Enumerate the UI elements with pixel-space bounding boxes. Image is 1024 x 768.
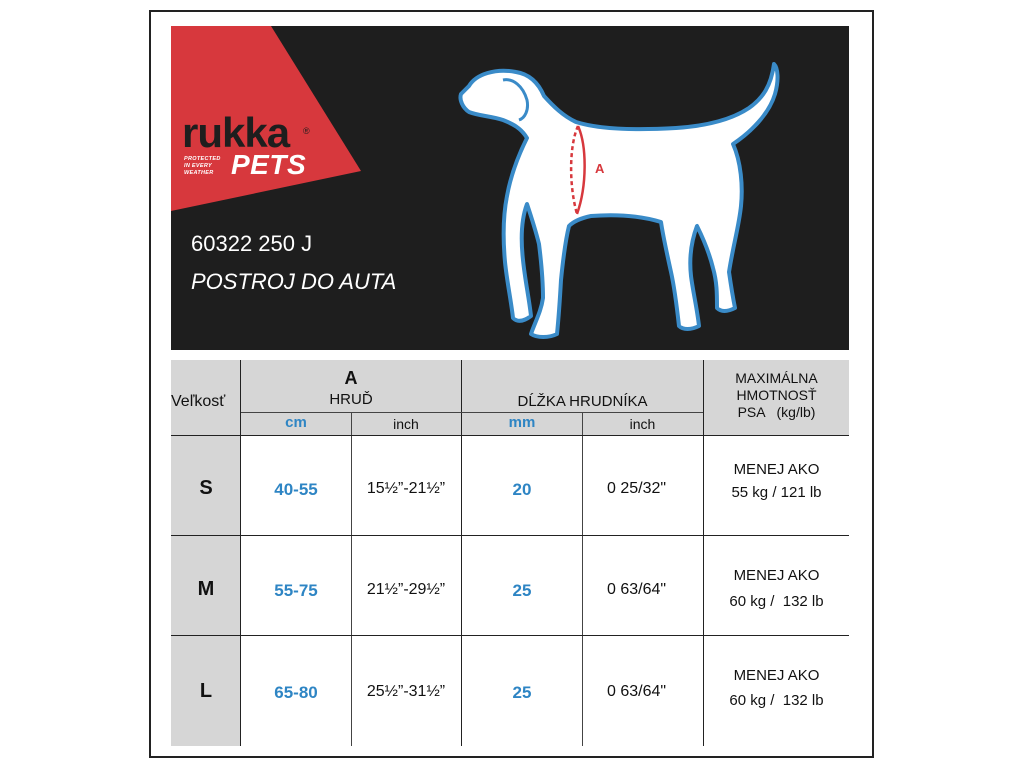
- weight-label: MENEJ AKO: [733, 461, 820, 478]
- length-inch-value: 0 63/64": [607, 683, 667, 700]
- brand-tagline: PROTECTED IN EVERY WEATHER: [184, 156, 221, 176]
- chest-inch-value: 21½”-29½”: [366, 581, 446, 598]
- brand-logo-pets: PETS: [231, 149, 307, 180]
- length-header: DĹŽKA HRUDNÍKA: [517, 393, 648, 410]
- dog-measurement-icon: [441, 46, 791, 346]
- size-label: L: [199, 680, 213, 702]
- weight-header: MAXIMÁLNA HMOTNOSŤ PSA (kg/lb): [735, 370, 818, 420]
- registered-mark: ®: [303, 126, 310, 136]
- unit-cm: cm: [285, 414, 307, 431]
- chest-cm-value: 65-80: [274, 683, 318, 702]
- chest-cm-value: 55-75: [274, 581, 318, 600]
- weight-value: 60 kg / 132 lb: [729, 692, 824, 709]
- table-divider: [582, 412, 583, 746]
- length-mm-value: 20: [512, 480, 532, 499]
- table-divider: [171, 635, 849, 636]
- length-mm-value: 25: [512, 581, 532, 600]
- unit-mm: mm: [508, 414, 536, 431]
- brand-logo-text: rukka: [182, 109, 290, 156]
- table-divider: [171, 435, 849, 436]
- chest-inch-value: 25½”-31½”: [366, 683, 446, 700]
- chest-cm-value: 40-55: [274, 480, 318, 499]
- length-mm-value: 25: [512, 683, 532, 702]
- table-divider: [171, 535, 849, 536]
- weight-label: MENEJ AKO: [733, 667, 820, 684]
- length-inch-value: 0 25/32": [607, 480, 667, 497]
- size-header: Veľkosť: [171, 393, 226, 410]
- size-label: S: [199, 477, 213, 499]
- unit-inch: inch: [393, 416, 419, 432]
- product-code: 60322 250 J: [191, 231, 313, 256]
- weight-value: 55 kg / 121 lb: [731, 484, 822, 501]
- table-divider: [241, 412, 703, 413]
- size-label: M: [197, 578, 215, 600]
- product-name: POSTROJ DO AUTA: [191, 269, 397, 294]
- dog-measure-label: A: [595, 161, 605, 176]
- unit-inch-length: inch: [629, 416, 656, 432]
- product-banner: [171, 26, 849, 350]
- length-inch-value: 0 63/64": [607, 581, 667, 598]
- weight-value: 60 kg / 132 lb: [729, 593, 824, 610]
- chest-letter: A: [344, 368, 358, 388]
- chest-inch-value: 15½”-21½”: [366, 480, 446, 497]
- chest-header: HRUĎ: [329, 391, 373, 408]
- weight-label: MENEJ AKO: [733, 567, 820, 584]
